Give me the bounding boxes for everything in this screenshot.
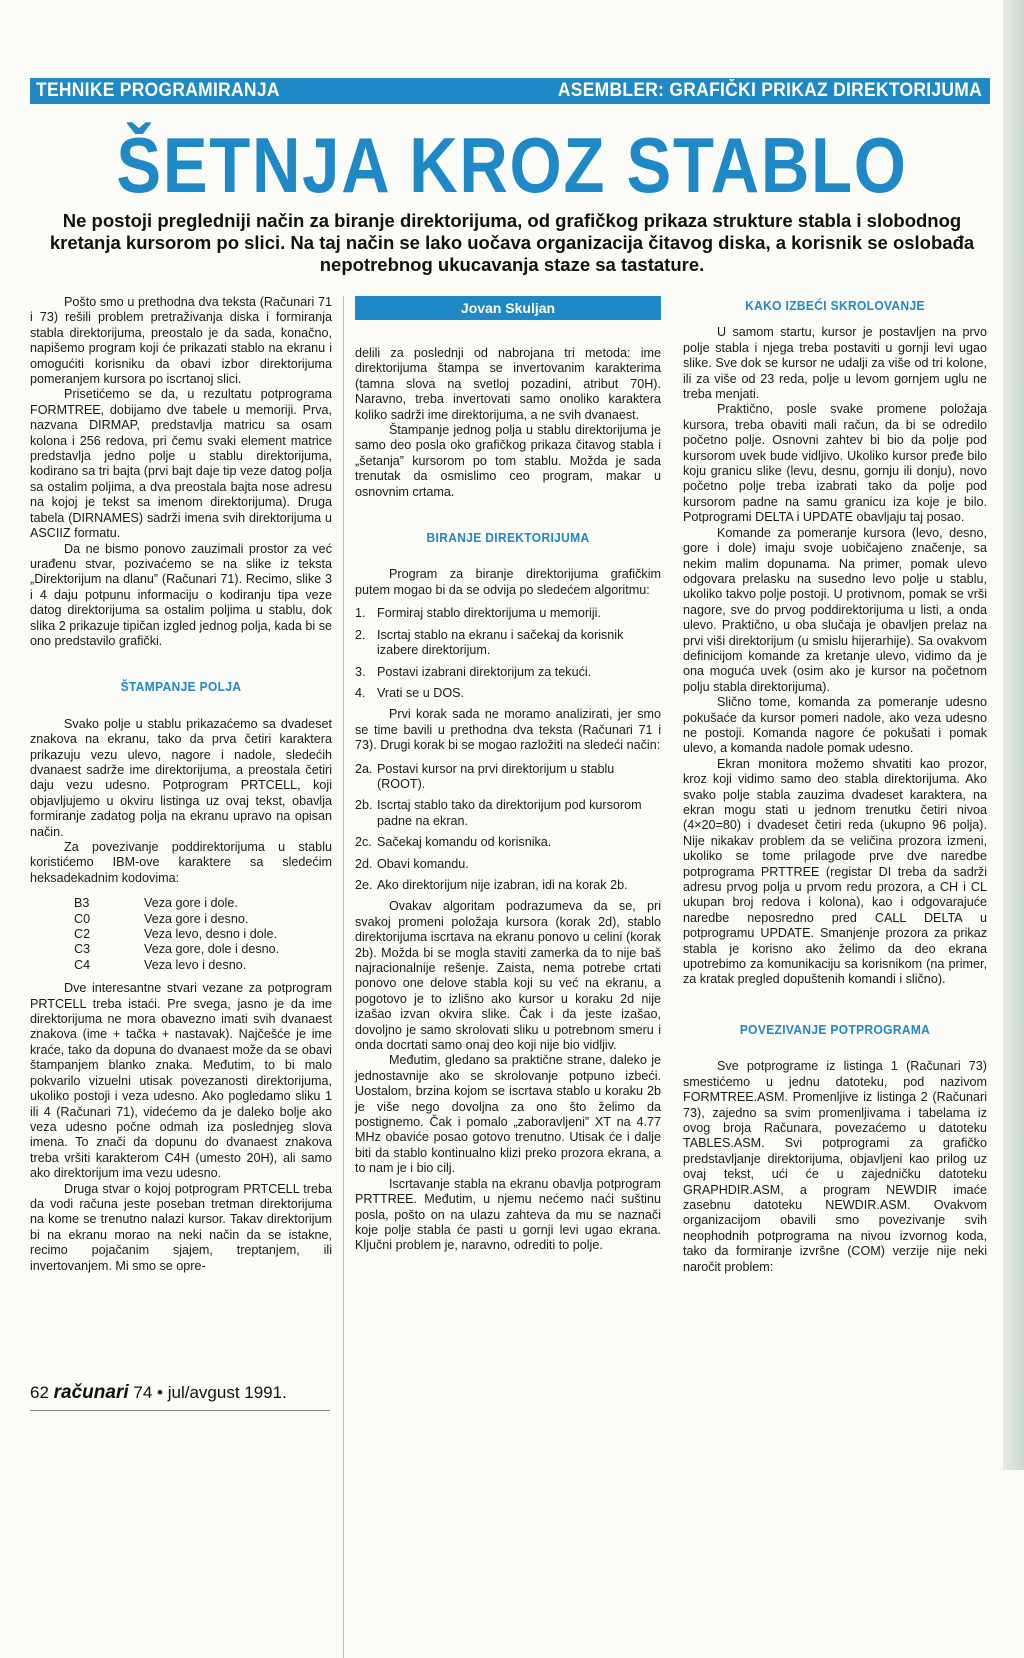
list-item — [355, 686, 661, 701]
paragraph: Svako polje u stablu prikazaćemo sa dvadeset znakova na ekranu, tako da prva četiri karaktera prikazuju vezu ulevo, nagore i nadole, sledećih dvanaest sadrže ime direktorijuma, a preostala četiri daju vezu udesno. Potprogram PRTCELL, koji objavljujemo u okviru listinga uz ovaj tekst, obavlja formiranje zadatog polja na ekranu upravo na opisan način. — [30, 716, 332, 839]
list-item — [355, 857, 661, 872]
paragraph: Slično tome, komanda za pomeranje udesno pokušaće da kursor pomeri nadole, ako veza udesno ne postoji. Komanda nagore će pokušati i pomak ulevo, a komanda nadole pomak udesno. — [683, 695, 987, 756]
paragraph: Druga stvar o kojoj potprogram PRTCELL treba da vodi računa jeste poseban tretman direktorijuma na kome se trenutno nalazi kursor. Takav direktorijum bi na ekranu morao na neki način da se istakne, recimo pojačanim sjajem, treptanjem, ili invertovanjem. Mi smo se opre- — [30, 1181, 332, 1273]
section-label: TEHNIKE PROGRAMIRANJA — [36, 80, 280, 101]
list-item — [355, 628, 661, 659]
step-text: Obavi komandu. — [377, 856, 469, 871]
code-row — [74, 896, 332, 911]
list-item — [355, 878, 661, 893]
step-text: Sačekaj komandu od korisnika. — [377, 835, 552, 850]
paragraph: Za povezivanje poddirektorijuma u stablu koristićemo IBM-ove karaktere sa sledećim heksadekadnim kodovima: — [30, 840, 332, 885]
footer-rule — [30, 1410, 330, 1411]
step-number: 2. — [355, 627, 366, 642]
list-item — [355, 665, 661, 680]
list-item — [355, 798, 661, 829]
list-item — [355, 606, 661, 621]
step-number: 2d. — [355, 856, 373, 871]
paragraph: Da ne bismo ponovo zauzimali prostor za već urađenu stvar, pozivaćemo se na slike iz teksta „Direktorijum na dlanu” (Računari 71). Recimo, slike 3 i 4 daju potpunu informaciju o kodiranju tipa veze datog direktorijuma sa ostalim poljima u stablu, dok slika 2 prikazuje tipičan izgled jednog polja, kada bi se ono predstavilo grafički. — [30, 541, 332, 648]
issue-date: jul/avgust 1991. — [167, 1383, 287, 1402]
code-value: B3 — [74, 896, 90, 911]
paragraph: Štampanje jednog polja u stablu direktorijuma je samo deo posla oko grafičkog prikaza čitavog stabla i „šetanja” kursorom po tom stablu. Možda je sada trenutak da osmislimo ceo program, makar u osnovnim crtama. — [355, 423, 661, 499]
section-banner — [30, 78, 990, 104]
step-text: Iscrtaj stablo tako da direktorijum pod kursorom padne na ekran. — [377, 798, 642, 828]
step-text: Postavi izabrani direktorijum za tekući. — [377, 664, 592, 679]
topic-label: ASEMBLER: GRAFIČKI PRIKAZ DIREKTORIJUMA — [557, 80, 982, 101]
paragraph: Iscrtavanje stabla na ekranu obavlja potprogram PRTTREE. Međutim, u njemu nećemo naći suštinu posla, pošto on na ulazu zahteva da mu se naznači koje polje stabla će pasti u gornji levi ugao ekrana. Ključni problem je, naravno, odrediti to polje. — [355, 1176, 661, 1253]
page-footer — [30, 1382, 287, 1404]
step-text: Iscrtaj stablo na ekranu i sačekaj da korisnik izabere direktorijum. — [377, 627, 624, 658]
code-value: C0 — [74, 911, 91, 926]
code-desc: Veza gore i desno. — [144, 911, 249, 926]
code-row — [74, 912, 332, 927]
code-desc: Veza gore i dole. — [144, 896, 238, 911]
code-row — [74, 958, 332, 973]
author-name: Jovan Skuljan — [355, 296, 661, 320]
paragraph: Prisetićemo se da, u rezultatu potprograma FORMTREE, dobijamo dve tabele u memoriji. Prva, nazvana DIRMAP, predstavlja matricu sa osam kolona i 256 redova, pri čemu svaki element matrice predstavlja jedno polje u stablu direktorijuma, kodirano sa tri bajta (prvi bajt daje tip veze datog polja sa ostalim poljima, a dva preostala bajta nose adresu na kojoj je tekst sa imenom direktorijuma). Druga tabela (DIRNAMES) sadrži imena svih direktorijuma u ASCIIZ formatu. — [30, 387, 332, 541]
code-list — [74, 896, 332, 973]
paragraph: U samom startu, kursor je postavljen na prvo polje stabla i njega treba postaviti u gornji levi ugao slike. Sve dok se kursor ne udalji za više od tri kolone, ili za više od 23 reda, polje u levom gornjem uglu ne treba menjati. — [683, 325, 987, 402]
code-value: C2 — [74, 927, 91, 942]
section-heading: KAKO IZBEĆI SKROLOVANJE — [745, 298, 925, 313]
code-desc: Veza gore, dole i desno. — [144, 942, 280, 957]
step-number: 2a. — [355, 761, 373, 776]
column-divider — [343, 296, 344, 1658]
paragraph: Ekran monitora možemo shvatiti kao prozor, kroz koji vidimo samo deo stabla direktorijuma. Ako svako polje stabla zauzima dvadeset karaktera, na ekran mogu stati u jednom trenutku četiri nivoa (4×20=80) i dvadeset četiri reda (ukupno 96 polja). Nije nikakav problem da se veličina prozora izmeni, ukoliko se tome prilagode prve dve naredbe potprograma PRTTREE (registar DI treba da sadrži adresu prvog polja u prvom redu prozora, a CH i CL ukupan broj redova i kolona), kao i odgovarajuće naredbe neposredno pred CALL DELTA u potprogramu UPDATE. Smanjenje prozora za prikaz stabla je korisno ako želimo da deo ekrana upotrebimo za komunikaciju sa korisnikom (na primer, za kratak pregled dopuštenih komandi i slično). — [683, 756, 987, 987]
section-heading: BIRANJE DIREKTORIJUMA — [426, 530, 590, 546]
paragraph: Pošto smo u prethodna dva teksta (Računari 71 i 73) rešili problem pretraživanja diska i formiranja stabla direktorijuma, preostalo je da sada, konačno, napišemo program koji će prikazati stablo na ekranu i omogućiti korisniku da obavi izbor direktorijuma pomeranjem kursora po iscrtanoj slici. — [30, 295, 332, 387]
step-number: 2e. — [355, 877, 373, 892]
step-text: Postavi kursor na prvi direktorijum u stablu (ROOT). — [377, 761, 615, 791]
code-row — [74, 942, 332, 957]
code-row — [74, 927, 332, 942]
issue-number: 74 — [133, 1383, 153, 1402]
paragraph: Program za biranje direktorijuma grafičkim putem mogao bi da se odvija po sledećem algoritmu: — [355, 567, 661, 597]
step-number: 2c. — [355, 835, 372, 850]
bullet-icon: • — [157, 1383, 163, 1402]
paragraph: Dve interesantne stvari vezane za potprogram PRTCELL treba istaći. Pre svega, jasno je da ime direktorijuma ne mora obavezno imati svih dvanaest znakova (ime + tačka + nastavak). Najčešće je ime kraće, tako da dopuna do dvanaest može da se obavi štampanjem blanko znaka. Međutim, to bi malo pokvarilo vizuelni utisak povezanosti direktorijuma, ukoliko postoji i veza udesno. Ako pogledamo sliku 1 ili 4 (Računari 71), videćemo da je daleko bolje ako veza udesno počne odmah iza poslednjeg slova imena. To znači da dopunu do dvanaest znakova treba vršiti karakterom C4H (umesto 20H), ali samo ako direktorijum ima vezu udesno. — [30, 981, 332, 1181]
step-number: 3. — [355, 664, 366, 679]
step-number: 1. — [355, 606, 366, 621]
page-number: 62 — [30, 1383, 49, 1402]
paragraph: delili za poslednji od nabrojana tri metoda: ime direktorijuma štampa se invertovanim karakterima (tamna slova na svetloj pozadini, atribut 70H). Naravno, treba invertovati samo onoliko karaktera koliko sadrži ime direktorijuma, a ne svih dvanaest. — [355, 346, 661, 422]
column-2 — [355, 296, 661, 1254]
algorithm-steps — [355, 606, 661, 701]
paragraph: Ovakav algoritam podrazumeva da se, pri svakoj promeni položaja kursora (korak 2d), stablo direktorijuma iscrtava na ekranu ponovo u celini (korak 2b). Možda bi se mogla staviti zamerka da to nije baš najracionalnije rešenje. Zaista, nema potrebe crtati ponovo one delove stabla koji su već na ekranu, a pogotovo je to izlišno ako kursor u koraku 2d nije izašao izvan okvira slike. Čak i da jeste izašao, dovoljno je samo skrolovati sliku u potrebnom smeru i ondа docrtati samo onaj deo koji nije bio vidljiv. — [355, 899, 661, 1053]
column-1 — [30, 295, 332, 1274]
code-desc: Veza levo i desno. — [144, 957, 247, 972]
page-spine-edge — [1003, 0, 1024, 1470]
column-3 — [683, 296, 987, 1275]
list-item — [355, 835, 661, 850]
step-text: Ako direktorijum nije izabran, idi na korak 2b. — [377, 877, 628, 892]
paragraph: Međutim, gledano sa praktične strane, daleko je jednostavnije ako se skrolovanje potpuno izbeći. Uostalom, brzina kojom se iscrtava stablo u koraku 2b je više nego dovoljna za ono što želimo da postignemo. Čak i pomalo „zaboravljeni” XT na 4.77 MHz obaviće posao gotovo trenutno. Utisak će i dalje biti da stablo kontinualno klizi preko prozora ekrana, a to nam je i bio cilj. — [355, 1053, 661, 1176]
paragraph: Prvi korak sada ne moramo analizirati, jer smo se time bavili u prethodna dva teksta (Računari 71 i 73). Drugi korak bi se mogao razložiti na sledeći način: — [355, 707, 661, 753]
step-number: 4. — [355, 685, 366, 700]
paragraph: Praktično, posle svake promene položaja kursora, treba obaviti mali račun, da bi se odredilo početno polje. Osnovni zahtev bi bio da polje pod kursorom uvek bude vidljivo. Ukoliko kursor pređe bilo koju granicu slike (levu, desnu, gornju ili donju), novo početno polje treba izabrati tako da polje pod kursorom padne na samu granicu iza koje je bilo. Potprogrami DELTA i UPDATE obavljaju taj posao. — [683, 402, 987, 525]
article-title: ŠETNJA KROZ STABLO — [116, 121, 908, 209]
code-value: C3 — [74, 942, 91, 957]
magazine-name: računari — [53, 1382, 129, 1403]
step-number: 2b. — [355, 798, 373, 813]
section-heading: POVEZIVANJE POTPROGRAMA — [739, 1021, 931, 1037]
step-text: Vrati se u DOS. — [377, 685, 465, 700]
section-heading: ŠTAMPANJE POLJA — [120, 679, 242, 695]
code-desc: Veza levo, desno i dole. — [144, 927, 278, 942]
step-text: Formiraj stablo direktorijuma u memoriji. — [377, 606, 601, 621]
article-lead: Ne postoji pregledniji način za biranje direktorijuma, od grafičkog prikaza strukture stabla i slobodnog kretanja kursorom po slici. Na taj način se lako uočava organizacija čitavog diska, a korisnik se oslobađa nepotrebnog ukucavanja staze sa tastature. — [49, 210, 975, 275]
code-value: C4 — [74, 957, 91, 972]
substeps — [355, 762, 661, 894]
paragraph: Komande za pomeranje kursora (levo, desno, gore i dole) imaju svoje uobičajeno značenje, sa nekim malim dopunama. Na primer, pomak ulevo odgovara prelasku na susedno levo polje u stablu, ukoliko takvo polje postoji. U protivnom, pomak se vrši nagore, sve do prvog poddirektorijuma u listi, a onda ulevo. Praktično, u oba slučaja je obavljen prelaz na prvi viši direktorijum (u smislu hijerarhije). Sa ovakvom definicijom komande za kretanje ulevo, vidimo da je ona moguća uvek (osim ako je kursor na početnom polju stabla direktorijuma). — [683, 525, 987, 694]
paragraph: Sve potprograme iz listinga 1 (Računari 73) smestićemo u jednu datoteku, pod nazivom FORMTREE.ASM. Promenljive iz listinga 2 (Računari 73), zajedno sa svim promenljivama i tabelama iz ovog broja Računara, povezaćemo u datoteku TABLES.ASM. Svi potprogrami za grafičko predstavljanje direktorijuma, objavljeni kao prilog uz ovaj tekst, ući će u zajedničku datoteku GRAPHDIR.ASM, a program NEWDIR imaće zasebnu datoteku NEWDIR.ASM. Ovakvom organizacijom obavili smo povezivanje svih neophodnih potprograma na nivou izvornog koda, tako da formiranje izvršne (COM) verzije nije neki naročit problem: — [683, 1059, 987, 1274]
list-item — [355, 762, 661, 793]
